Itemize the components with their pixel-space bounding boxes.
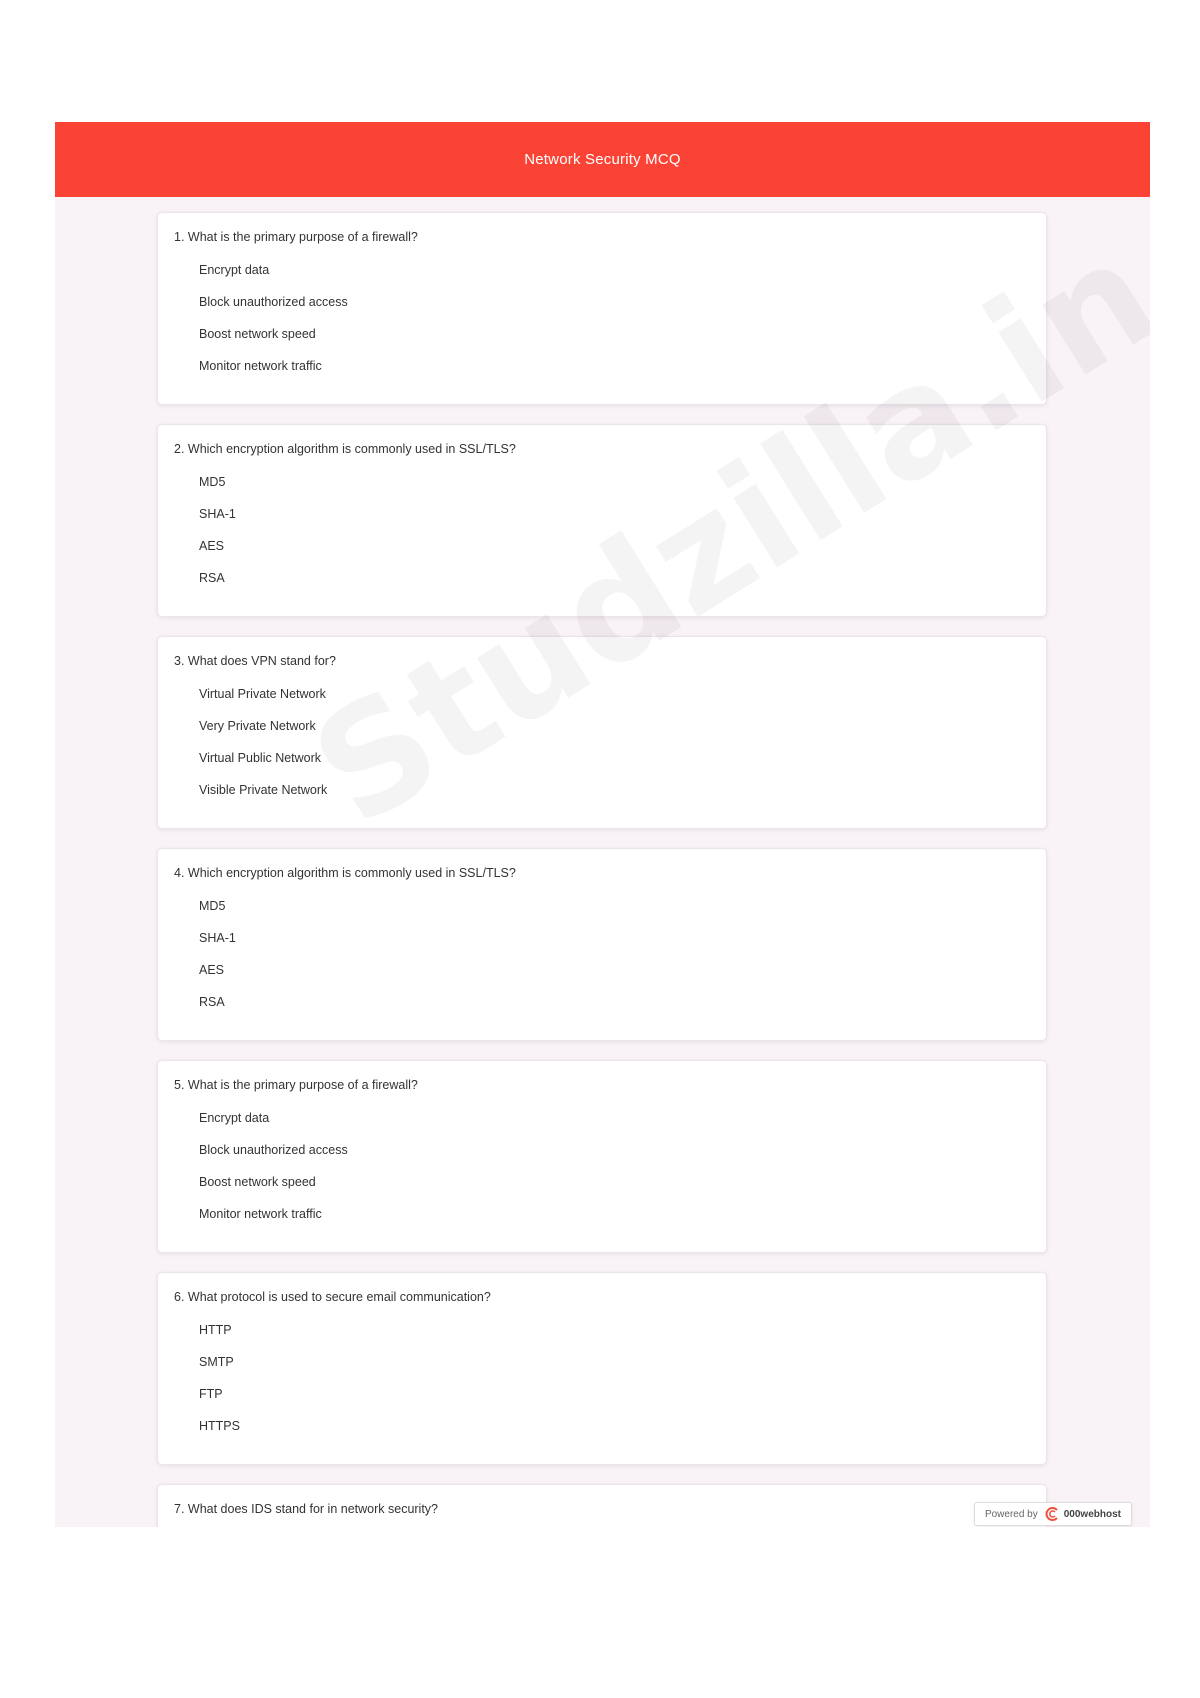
answer-option[interactable]: Monitor network traffic <box>199 1207 322 1221</box>
quiz-page <box>55 122 1150 1527</box>
question-text: 7. What does IDS stand for in network security? <box>174 1502 439 1516</box>
answer-option[interactable]: Monitor network traffic <box>199 359 322 373</box>
000webhost-logo-icon <box>1044 1506 1060 1522</box>
answer-option[interactable]: FTP <box>199 1387 223 1401</box>
answer-options <box>174 1110 1030 1238</box>
question-list <box>157 212 1047 1527</box>
question-card-7 <box>157 1484 1047 1527</box>
answer-option[interactable]: Encrypt data <box>199 263 270 277</box>
answer-option[interactable]: Boost network speed <box>199 327 316 341</box>
answer-option[interactable]: HTTP <box>199 1323 232 1337</box>
question-text: 1. What is the primary purpose of a firewall? <box>174 230 418 244</box>
question-card-4 <box>157 848 1047 1041</box>
question-card-6 <box>157 1272 1047 1465</box>
answer-option[interactable]: MD5 <box>199 475 226 489</box>
question-text: 5. What is the primary purpose of a firewall? <box>174 1078 418 1092</box>
answer-options <box>174 686 1030 814</box>
answer-option[interactable]: Block unauthorized access <box>199 295 348 309</box>
question-text: 3. What does VPN stand for? <box>174 654 336 668</box>
brand-name: 000webhost <box>1063 1508 1121 1520</box>
answer-option[interactable]: Block unauthorized access <box>199 1143 348 1157</box>
question-card-3 <box>157 636 1047 829</box>
answer-option[interactable]: RSA <box>199 995 225 1009</box>
answer-option[interactable]: MD5 <box>199 899 226 913</box>
question-card-5 <box>157 1060 1047 1253</box>
answer-option[interactable]: Very Private Network <box>199 719 316 733</box>
answer-options <box>174 1322 1030 1450</box>
answer-option[interactable]: RSA <box>199 571 225 585</box>
answer-option[interactable]: HTTPS <box>199 1419 240 1433</box>
answer-option[interactable]: AES <box>199 963 225 977</box>
answer-options <box>174 898 1030 1026</box>
answer-option[interactable]: Encrypt data <box>199 1111 270 1125</box>
question-card-1 <box>157 212 1047 405</box>
answer-option[interactable]: Visible Private Network <box>199 783 328 797</box>
answer-options <box>174 262 1030 390</box>
question-text: 6. What protocol is used to secure email communication? <box>174 1290 491 1304</box>
answer-option[interactable]: SHA-1 <box>199 507 236 521</box>
answer-option[interactable]: AES <box>199 539 225 553</box>
powered-by-badge[interactable] <box>974 1502 1132 1526</box>
answer-option[interactable]: Virtual Private Network <box>199 687 326 701</box>
answer-options <box>174 474 1030 602</box>
question-card-2 <box>157 424 1047 617</box>
page-title: Network Security MCQ <box>524 151 681 168</box>
answer-option[interactable]: SMTP <box>199 1355 234 1369</box>
question-text: 4. Which encryption algorithm is commonly used in SSL/TLS? <box>174 866 516 880</box>
answer-option[interactable]: SHA-1 <box>199 931 236 945</box>
powered-by-label: Powered by <box>984 1508 1038 1520</box>
app-header <box>55 122 1150 197</box>
answer-option[interactable]: Boost network speed <box>199 1175 316 1189</box>
answer-option[interactable]: Virtual Public Network <box>199 751 322 765</box>
question-text: 2. Which encryption algorithm is commonly used in SSL/TLS? <box>174 442 516 456</box>
